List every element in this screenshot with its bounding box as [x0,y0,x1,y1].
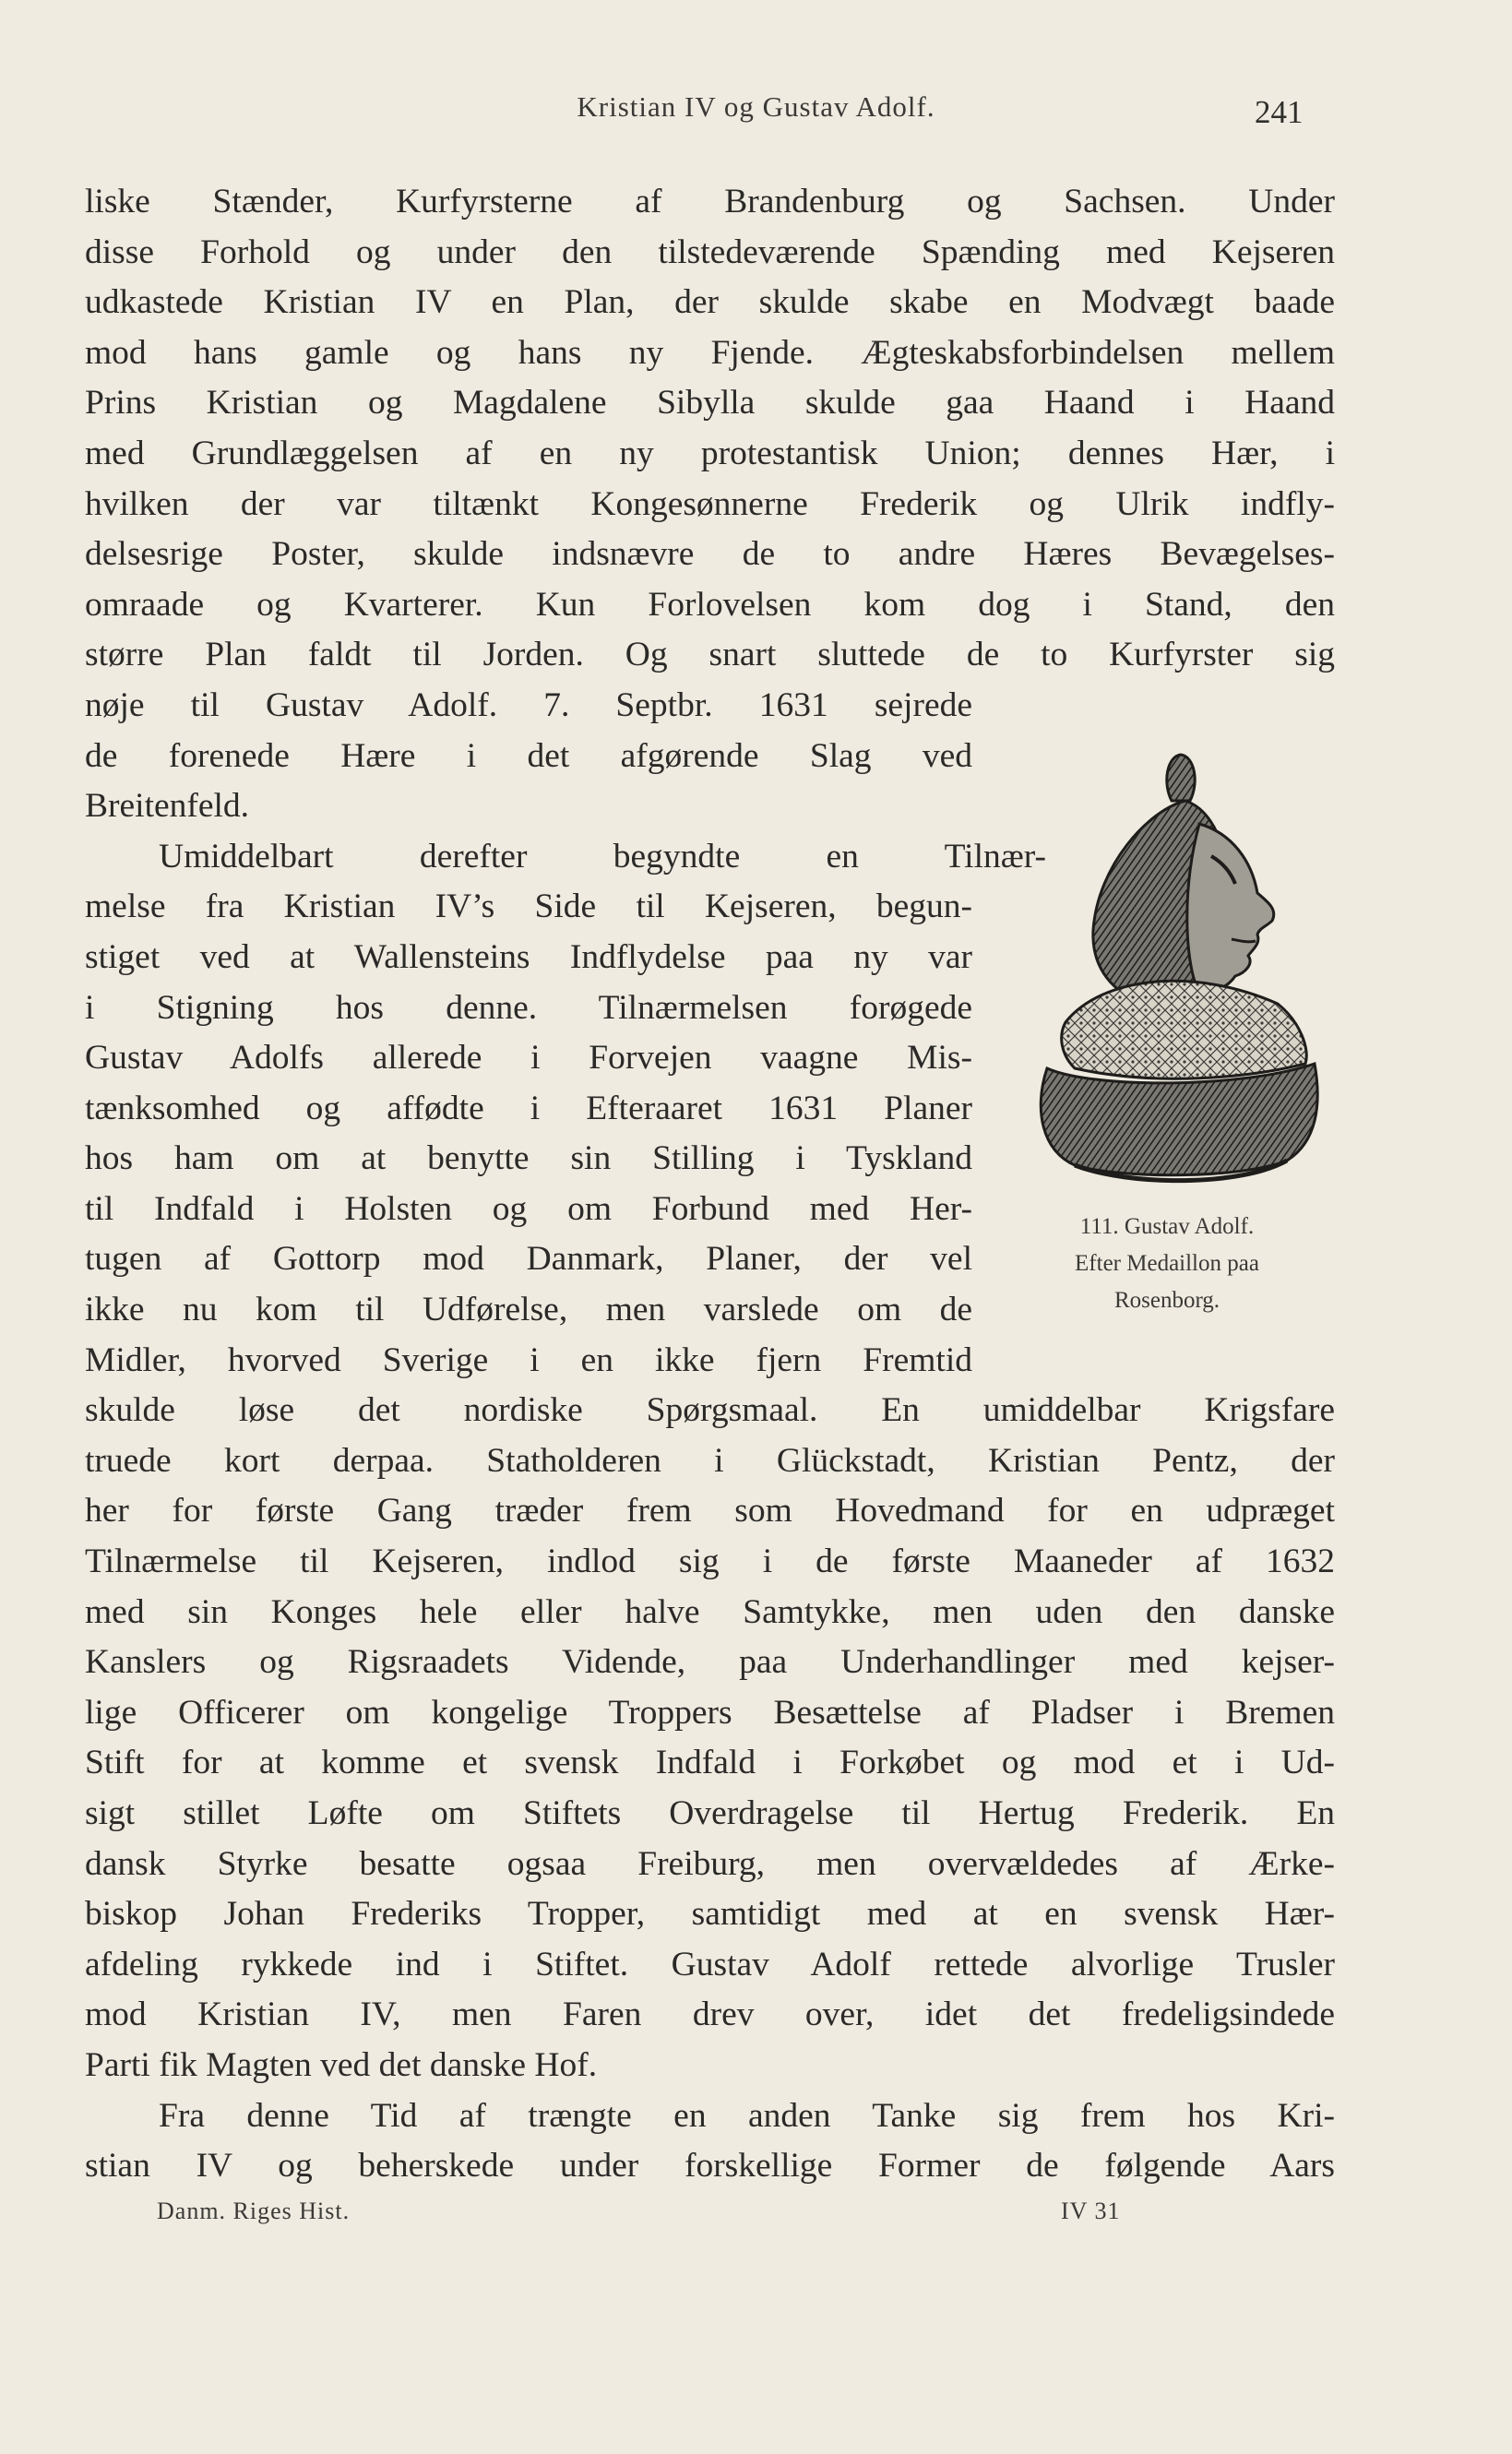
text-line: til Indfald i Holsten og om Forbund med Her- [85,1189,972,1228]
text-line: tænksomhed og affødte i Efteraaret 1631 Planer [85,1089,972,1127]
text-line: hvilken der var tiltænkt Kongesønnerne Frederik og Ulrik indfly- [85,484,1335,523]
text-line: her for første Gang træder frem som Hovedmand for en udpræget [85,1492,1335,1531]
text-line: Kanslers og Rigsraadets Vidende, paa Underhandlinger med kejser- [85,1643,1335,1682]
text-line: i Stigning hos denne. Tilnærmelsen forøgede [85,988,972,1027]
text-line: ikke nu kom til Udførelse, men varslede om de [85,1291,972,1329]
text-line: Gustav Adolfs allerede i Forvejen vaagne Mis- [85,1039,972,1078]
text-line: Prins Kristian og Magdalene Sibylla skulde gaa Haand i Haand [85,384,1335,423]
text-line: omraade og Kvarterer. Kun Forlovelsen kom dog i Stand, den [85,585,1335,624]
text-line: biskop Johan Frederiks Tropper, samtidigt med at en svensk Hær- [85,1895,1335,1934]
text-line: de forenede Hære i det afgørende Slag ved [85,736,972,775]
text-line: Tilnærmelse til Kejseren, indlod sig i de første Maaneder af 1632 [85,1543,1335,1581]
text-line: dansk Styrke besatte ogsaa Freiburg, men overvældedes af Ærke- [85,1844,1335,1883]
text-line: stiget ved at Wallensteins Indflydelse paa ny var [85,937,972,976]
footer-signature: Danm. Riges Hist. [157,2198,351,2224]
figure-caption-line: Efter Medaillon paa [1075,1251,1259,1276]
text-line: Stift for at komme et svensk Indfald i Forkøbet og mod et i Ud- [85,1744,1335,1782]
text-line: afdeling rykkede ind i Stiftet. Gustav Adolf rettede alvorlige Trusler [85,1945,1335,1983]
text-line: Breitenfeld. [85,787,250,826]
text-line: Midler, hvorved Sverige i en ikke fjern Fremtid [85,1340,972,1379]
text-line: større Plan faldt til Jorden. Og snart sluttede de to Kurfyrster sig [85,636,1335,674]
text-line: udkastede Kristian IV en Plan, der skulde skabe en Modvægt baade [85,283,1335,322]
medallion-portrait-figure [1010,745,1324,1207]
text-line: med sin Konges hele eller halve Samtykke, men uden den danske [85,1592,1335,1631]
text-line: Fra denne Tid af trængte en anden Tanke sig frem hos Kri- [159,2096,1335,2135]
text-line: med Grundlæggelsen af en ny protestantisk Union; dennes Hær, i [85,434,1335,472]
running-title: Kristian IV og Gustav Adolf. [577,90,935,123]
medallion-portrait-icon [1010,745,1324,1207]
text-line: disse Forhold og under den tilstedeværende Spænding med Kejseren [85,232,1335,271]
text-line: mod hans gamle og hans ny Fjende. Ægteskabsforbindelsen mellem [85,333,1335,372]
text-line: Umiddelbart derefter begyndte en Tilnær- [159,837,1046,876]
text-line: nøje til Gustav Adolf. 7. Septbr. 1631 sejrede [85,685,972,724]
text-line: delsesrige Poster, skulde indsnævre de to andre Hæres Bevægelses- [85,535,1335,574]
text-line: liske Stænder, Kurfyrsterne af Brandenburg og Sachsen. Under [85,183,1335,220]
text-line: truede kort derpaa. Statholderen i Glückstadt, Kristian Pentz, der [85,1441,1335,1480]
figure-caption [1019,1209,1315,1319]
text-line: melse fra Kristian IV’s Side til Kejseren, begun- [85,887,972,926]
text-line: skulde løse det nordiske Spørgsmaal. En umiddelbar Krigsfare [85,1391,1335,1430]
running-head [0,90,1512,137]
text-line: mod Kristian IV, men Faren drev over, idet det fredeligsindede [85,1995,1335,2034]
page-footer [0,2198,1512,2234]
footer-sheet-mark: IV 31 [1061,2198,1121,2224]
page-number: 241 [1255,94,1304,130]
text-line: Parti fik Magten ved det danske Hof. [85,2045,598,2084]
figure-caption-title: 111. Gustav Adolf. [1079,1214,1255,1239]
figure-caption-line: Rosenborg. [1113,1288,1220,1313]
text-line: sigt stillet Løfte om Stiftets Overdragelse til Hertug Frederik. En [85,1794,1335,1832]
text-line: lige Officerer om kongelige Troppers Besættelse af Pladser i Bremen [85,1693,1335,1732]
text-line: hos ham om at benytte sin Stilling i Tyskland [85,1139,972,1178]
text-line: stian IV og beherskede under forskellige Former de følgende Aars [85,2147,1335,2186]
text-line: tugen af Gottorp mod Danmark, Planer, der vel [85,1240,972,1279]
